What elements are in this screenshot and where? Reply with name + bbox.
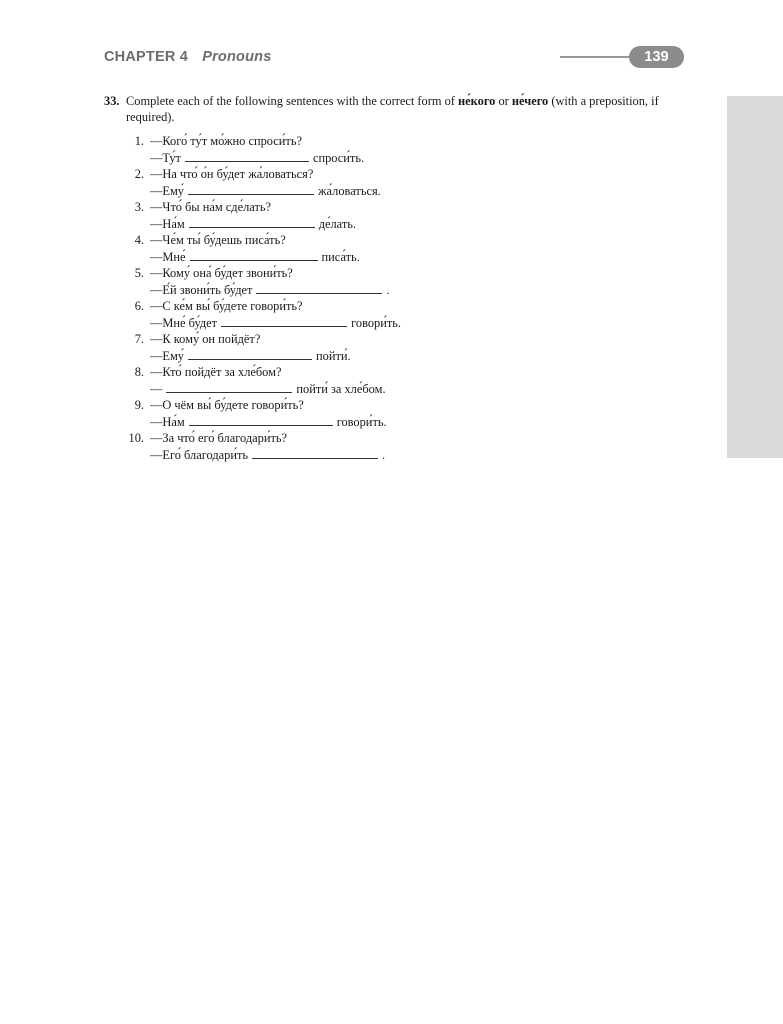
exercise-item: [104, 430, 694, 463]
answer-text-before: —На́м: [150, 414, 185, 429]
chapter-title: Pronouns: [202, 49, 272, 65]
item-number: 5.: [134, 266, 144, 280]
item-question: —За что́ его́ благодари́ть?: [150, 431, 288, 445]
answer-text-before: —Е́й звони́ть бу́дет: [150, 282, 253, 297]
item-answer: [150, 348, 694, 365]
answer-text-before: —Ему́: [150, 183, 184, 198]
item-number: 9.: [134, 398, 144, 412]
answer-blank: [190, 249, 318, 261]
item-answer: [150, 447, 694, 464]
item-question: —К кому́ он пойдёт?: [150, 332, 261, 346]
item-number: 3.: [134, 200, 144, 214]
thumb-tab: [727, 96, 783, 458]
answer-text-after: спроси́ть.: [312, 150, 365, 165]
answer-text-after: говори́ть.: [336, 414, 387, 429]
answer-blank: [185, 150, 309, 162]
exercise-item: [104, 364, 694, 397]
header-rule: [560, 56, 638, 58]
answer-text-before: —На́м: [150, 216, 185, 231]
instruction-text-end: (with a preposition, if required).: [126, 94, 659, 124]
item-answer: [150, 183, 694, 200]
exercise-items: [104, 133, 694, 463]
item-question: —Че́м ты́ бу́дешь писа́ть?: [150, 233, 286, 247]
exercise-item: [104, 133, 694, 166]
exercise-item: [104, 232, 694, 265]
item-answer: [150, 282, 694, 299]
answer-blank: [188, 348, 312, 360]
exercise: [104, 93, 694, 463]
item-number: 2.: [134, 167, 144, 181]
item-number: 4.: [134, 233, 144, 247]
item-answer: [150, 414, 694, 431]
item-question: —С ке́м вы́ бу́дете говори́ть?: [150, 299, 303, 313]
item-number: 6.: [134, 299, 144, 313]
item-answer: [150, 381, 694, 398]
answer-text-after: жа́ловаться.: [318, 183, 381, 198]
item-number: 1.: [134, 134, 144, 148]
item-answer: [150, 150, 694, 167]
exercise-item: [104, 298, 694, 331]
exercise-instruction: [104, 93, 694, 125]
instruction-text-or: or: [495, 94, 512, 108]
item-answer: [150, 315, 694, 332]
answer-text-after: де́лать.: [318, 216, 357, 231]
page-number-badge: 139: [629, 46, 684, 68]
answer-text-after: пойти́ за хле́бом.: [296, 381, 386, 396]
answer-text-before: —: [150, 381, 163, 396]
answer-blank: [189, 216, 315, 228]
answer-text-before: —Ему́: [150, 348, 184, 363]
answer-blank: [189, 414, 333, 426]
answer-blank: [256, 282, 382, 294]
item-question: —На что́ о́н бу́дет жа́ловаться?: [150, 167, 314, 181]
keyword-nekogo: не́кого: [458, 94, 496, 108]
running-head: [104, 49, 271, 65]
answer-text-after: .: [382, 447, 386, 462]
item-number: 10.: [128, 431, 144, 445]
item-question: —Кто́ пойдёт за хле́бом?: [150, 365, 282, 379]
exercise-number: 33.: [104, 94, 120, 108]
item-answer: [150, 249, 694, 266]
answer-text-before: —Ту́т: [150, 150, 181, 165]
answer-text-before: —Мне́ бу́дет: [150, 315, 218, 330]
exercise-item: [104, 199, 694, 232]
answer-text-after: писа́ть.: [321, 249, 360, 264]
exercise-item: [104, 265, 694, 298]
answer-blank: [188, 183, 314, 195]
item-question: —Кого́ ту́т мо́жно спроси́ть?: [150, 134, 302, 148]
answer-text-before: —Его́ благодари́ть: [150, 447, 249, 462]
item-question: —О чём вы́ бу́дете говори́ть?: [150, 398, 304, 412]
answer-blank: [252, 447, 378, 459]
answer-blank: [221, 315, 347, 327]
keyword-nechego: не́чего: [511, 94, 549, 108]
answer-text-after: пойти́.: [316, 348, 351, 363]
item-number: 7.: [134, 332, 144, 346]
answer-text-after: говори́ть.: [351, 315, 402, 330]
item-question: —Что́ бы на́м сде́лать?: [150, 200, 272, 214]
answer-text-before: —Мне́: [150, 249, 186, 264]
item-question: —Кому́ она́ бу́дет звони́ть?: [150, 266, 293, 280]
exercise-item: [104, 331, 694, 364]
chapter-label: CHAPTER 4: [104, 49, 188, 65]
answer-blank: [166, 381, 292, 393]
exercise-item: [104, 166, 694, 199]
item-number: 8.: [134, 365, 144, 379]
item-answer: [150, 216, 694, 233]
answer-text-after: .: [386, 282, 390, 297]
instruction-text-start: Complete each of the following sentences with the correct form of: [126, 94, 459, 108]
exercise-item: [104, 397, 694, 430]
